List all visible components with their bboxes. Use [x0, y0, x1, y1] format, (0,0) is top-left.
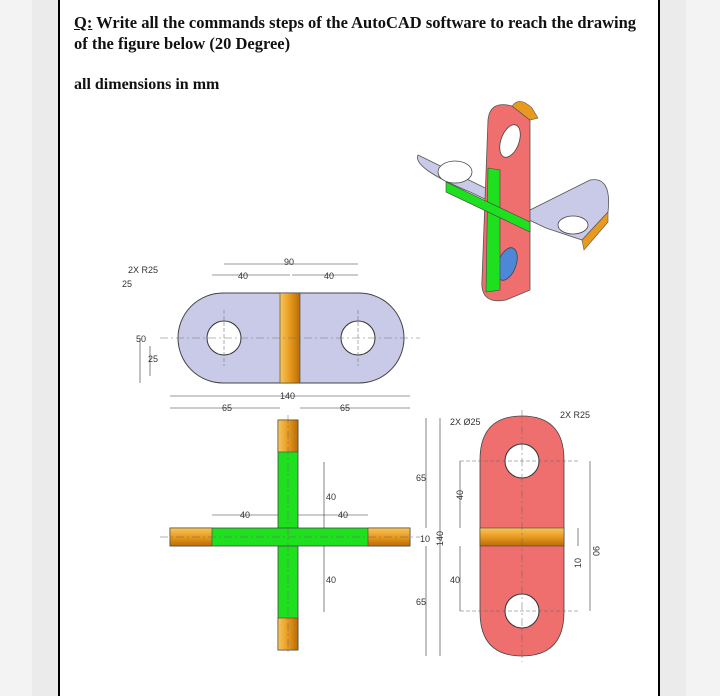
iso-green-band — [486, 168, 500, 292]
front-140-label: 140 — [280, 391, 296, 401]
top-40b-label: 40 — [324, 271, 335, 281]
top-25b-label: 25 — [148, 354, 159, 364]
front-40a-label: 40 — [240, 510, 251, 520]
question-prefix: Q: — [74, 13, 93, 32]
dimensions-note: all dimensions in mm — [74, 76, 220, 93]
iso-hole-2 — [558, 216, 588, 234]
technical-drawing — [60, 0, 662, 696]
side-r25-label: 2X R25 — [560, 410, 591, 420]
side-65b-label: 65 — [416, 597, 427, 607]
side-10-label: 10 — [420, 534, 431, 544]
top-view — [122, 257, 420, 383]
front-65b-label: 65 — [340, 403, 351, 413]
top-r25-label: 2X R25 — [128, 265, 159, 275]
front-40d-label: 40 — [326, 575, 337, 585]
side-90-label: 90 — [591, 546, 601, 557]
document-page — [58, 0, 660, 696]
iso-hole-1 — [438, 161, 472, 183]
side-d25-label: 2X Ø25 — [450, 417, 481, 427]
left-margin — [0, 0, 32, 696]
side-65a-label: 65 — [416, 473, 427, 483]
side-40b-label: 40 — [450, 575, 461, 585]
side-40a-label: 40 — [455, 489, 465, 500]
top-d25-label: 25 — [122, 279, 133, 289]
top-40a-label: 40 — [238, 271, 249, 281]
isometric-view — [417, 101, 608, 300]
front-40b-label: 40 — [338, 510, 349, 520]
front-65a-label: 65 — [222, 403, 233, 413]
side-140-label: 140 — [435, 530, 445, 546]
side-view — [416, 410, 601, 662]
top-50-label: 50 — [136, 334, 147, 344]
front-40c-label: 40 — [326, 492, 337, 502]
right-margin — [686, 0, 720, 696]
question-body: Write all the commands steps of the AutoCAD software to reach the drawing of the figure below (20 Degree) — [74, 13, 637, 53]
top-90-label: 90 — [284, 257, 295, 267]
side-10b-label: 10 — [573, 557, 583, 568]
front-view — [160, 391, 420, 655]
